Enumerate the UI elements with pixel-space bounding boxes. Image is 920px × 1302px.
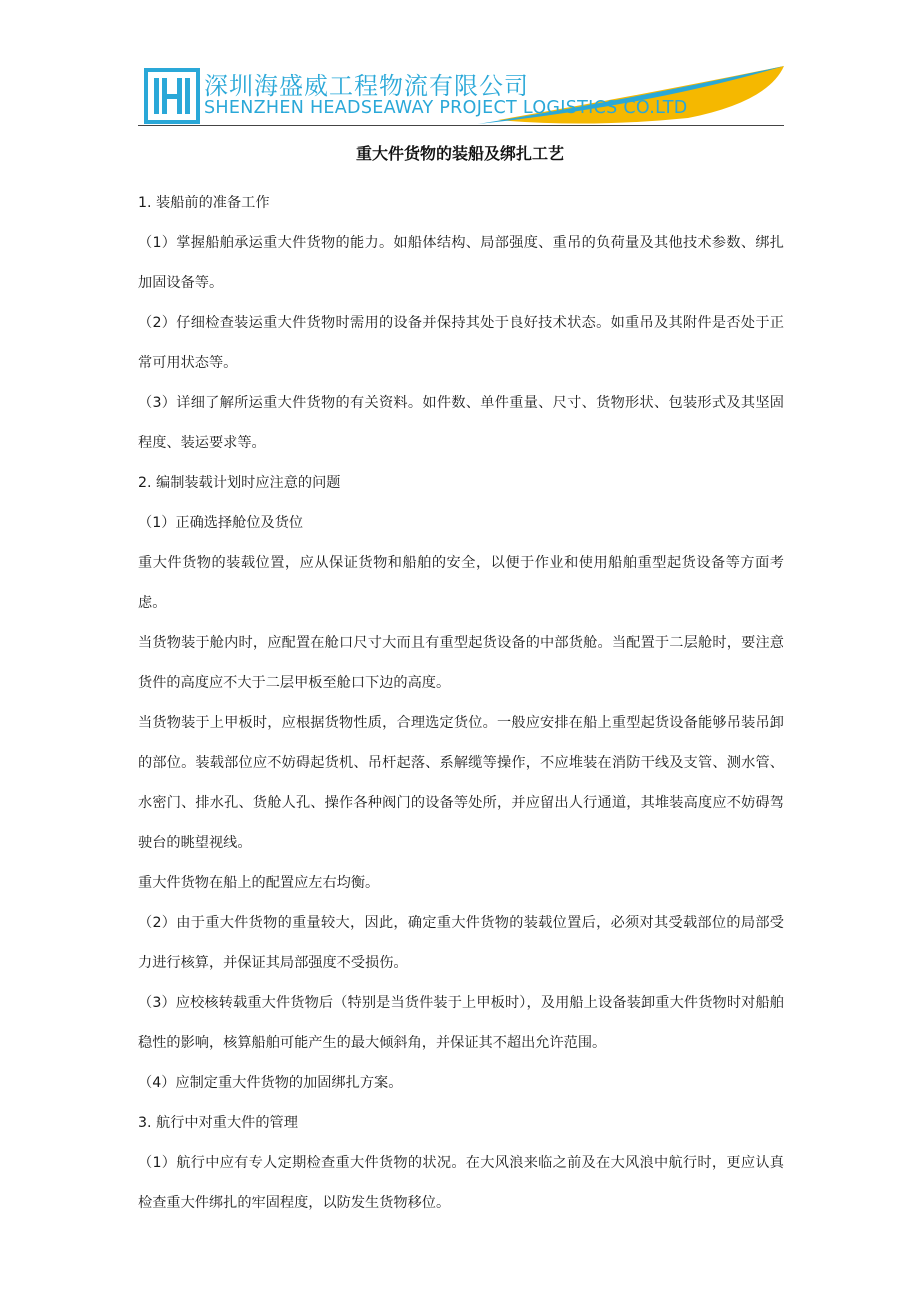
- paragraph: （3）详细了解所运重大件货物的有关资料。如件数、单件重量、尺寸、货物形状、包装形式及其坚固程度、装运要求等。: [138, 395, 784, 451]
- paragraph: 当货物装于上甲板时，应根据货物性质，合理选定货位。一般应安排在船上重型起货设备能够吊装吊卸的部位。装载部位应不妨碍起货机、吊杆起落、系解缆等操作，不应堆装在消防干线及支管、测水管、水密门、排水孔、货舱人孔、操作各种阀门的设备等处所，并应留出人行通道，其堆装高度应不妨碍驾驶台的眺望视线。: [138, 715, 784, 851]
- letterhead: [138, 62, 784, 126]
- paragraph: （1）掌握船舶承运重大件货物的能力。如船体结构、局部强度、重吊的负荷量及其他技术参数、绑扎加固设备等。: [138, 235, 784, 291]
- company-name-cn: 深圳海盛威工程物流有限公司: [204, 72, 529, 100]
- document-title: 重大件货物的装船及绑扎工艺: [355, 144, 564, 163]
- company-logo-icon: [144, 68, 200, 124]
- paragraph: 3. 航行中对重大件的管理: [138, 1115, 298, 1131]
- paragraph: 1. 装船前的准备工作: [138, 195, 270, 211]
- paragraph: （4）应制定重大件货物的加固绑扎方案。: [138, 1075, 403, 1091]
- paragraph: （1）航行中应有专人定期检查重大件货物的状况。在大风浪来临之前及在大风浪中航行时，更应认真检查重大件绑扎的牢固程度，以防发生货物移位。: [138, 1155, 784, 1211]
- paragraph: （1）正确选择舱位及货位: [138, 515, 304, 531]
- paragraph: 2. 编制装载计划时应注意的问题: [138, 475, 341, 491]
- document-body: [138, 183, 784, 1223]
- header-divider: [138, 125, 784, 126]
- paragraph: 重大件货物的装载位置，应从保证货物和船舶的安全，以便于作业和使用船舶重型起货设备等方面考虑。: [138, 555, 784, 611]
- paragraph: （3）应校核转载重大件货物后（特别是当货件装于上甲板时），及用船上设备装卸重大件货物时对船舶稳性的影响，核算船舶可能产生的最大倾斜角，并保证其不超出允许范围。: [138, 995, 784, 1051]
- paragraph: （2）仔细检查装运重大件货物时需用的设备并保持其处于良好技术状态。如重吊及其附件是否处于正常可用状态等。: [138, 315, 784, 371]
- paragraph: 重大件货物在船上的配置应左右均衡。: [138, 875, 380, 891]
- paragraph: 当货物装于舱内时，应配置在舱口尺寸大而且有重型起货设备的中部货舱。当配置于二层舱时，要注意货件的高度应不大于二层甲板至舱口下边的高度。: [138, 635, 784, 691]
- paragraph: （2）由于重大件货物的重量较大，因此，确定重大件货物的装载位置后，必须对其受载部位的局部受力进行核算，并保证其局部强度不受损伤。: [138, 915, 784, 971]
- company-name-en: SHENZHEN HEADSEAWAY PROJECT LOGISTICS CO.LTD: [204, 98, 688, 118]
